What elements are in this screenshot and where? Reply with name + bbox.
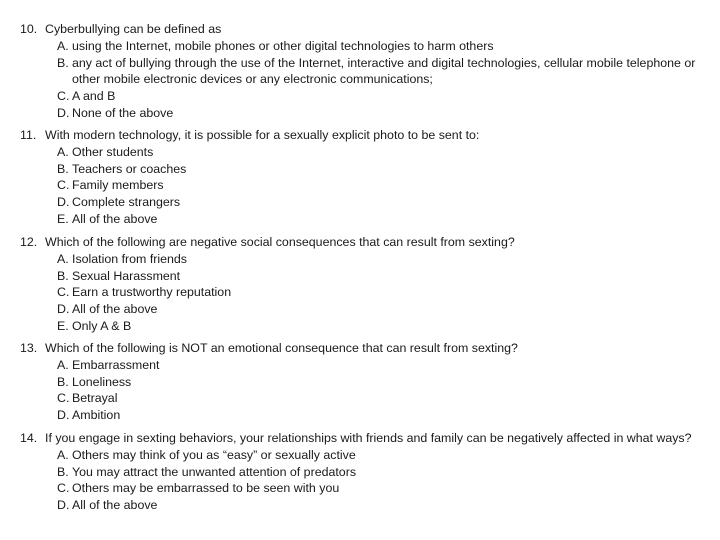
answer-option-d	[0, 105, 720, 122]
option-letter: C.	[57, 89, 70, 104]
question-text: If you engage in sexting behaviors, your relationships with friends and family can be negatively affected in what ways?	[45, 431, 692, 445]
question-14	[0, 430, 720, 514]
option-text: any act of bullying through the use of the Internet, interactive and digital technologies, cellular mobile telephone or other mobile electronic devices or any electronic communications;	[72, 55, 696, 87]
answer-option-a	[0, 144, 720, 161]
option-letter: C.	[57, 178, 70, 193]
question-stem	[0, 127, 720, 144]
option-text: All of the above	[72, 211, 158, 226]
answer-option-c	[0, 284, 720, 301]
option-letter: C.	[57, 481, 70, 496]
question-number: 11.	[20, 128, 37, 142]
option-text: Embarrassment	[72, 357, 160, 372]
answer-option-a	[0, 251, 720, 268]
option-letter: A.	[57, 251, 69, 266]
option-letter: A.	[57, 447, 69, 462]
answer-option-b	[0, 268, 720, 285]
option-letter: A.	[57, 357, 69, 372]
question-number: 12.	[20, 235, 38, 249]
option-text: Earn a trustworthy reputation	[72, 285, 232, 300]
option-text: Ambition	[72, 408, 121, 423]
answer-option-c	[0, 390, 720, 407]
option-letter: A.	[57, 38, 69, 53]
answer-option-d	[0, 194, 720, 211]
answer-option-b	[0, 55, 720, 89]
answer-option-c	[0, 480, 720, 497]
option-text: None of the above	[72, 105, 174, 120]
option-text: Others may be embarrassed to be seen with you	[72, 481, 340, 496]
answer-option-a	[0, 357, 720, 374]
option-text: You may attract the unwanted attention of predators	[72, 464, 357, 479]
option-text: using the Internet, mobile phones or other digital technologies to harm others	[72, 38, 494, 53]
option-letter: B.	[57, 268, 69, 283]
answer-option-c	[0, 177, 720, 194]
answer-option-e	[0, 211, 720, 228]
option-letter: D.	[57, 302, 70, 317]
answer-option-c	[0, 88, 720, 105]
question-text: Which of the following are negative social consequences that can result from sexting?	[45, 235, 515, 249]
option-text: Isolation from friends	[72, 251, 188, 266]
option-letter: E.	[57, 211, 69, 226]
answer-option-a	[0, 447, 720, 464]
option-text: All of the above	[72, 302, 158, 317]
question-10	[0, 21, 720, 122]
option-letter: A.	[57, 144, 69, 159]
option-letter: B.	[57, 55, 69, 70]
answer-options	[0, 144, 720, 228]
question-number: 14.	[20, 431, 38, 445]
option-letter: D.	[57, 408, 70, 423]
option-text: Loneliness	[72, 374, 132, 389]
option-letter: B.	[57, 161, 69, 176]
question-number: 10.	[20, 22, 38, 36]
option-letter: B.	[57, 464, 69, 479]
answer-option-d	[0, 301, 720, 318]
option-text: Complete strangers	[72, 195, 181, 210]
question-11	[0, 127, 720, 228]
answer-options	[0, 251, 720, 335]
answer-option-b	[0, 374, 720, 391]
option-letter: C.	[57, 285, 70, 300]
answer-option-d	[0, 407, 720, 424]
question-stem	[0, 340, 720, 357]
answer-option-a	[0, 38, 720, 55]
option-text: Other students	[72, 144, 154, 159]
option-letter: B.	[57, 374, 69, 389]
option-text: Only A & B	[72, 318, 132, 333]
answer-options	[0, 357, 720, 424]
question-text: Which of the following is NOT an emotional consequence that can result from sexting?	[45, 341, 518, 355]
option-text: Others may think of you as “easy” or sexually active	[72, 447, 356, 462]
option-letter: E.	[57, 318, 69, 333]
answer-option-b	[0, 161, 720, 178]
question-stem	[0, 234, 720, 251]
option-letter: D.	[57, 498, 70, 513]
question-stem	[0, 430, 720, 447]
question-stem	[0, 21, 720, 38]
question-number: 13.	[20, 341, 38, 355]
question-13	[0, 340, 720, 424]
question-text: Cyberbullying can be defined as	[45, 22, 222, 36]
answer-option-b	[0, 464, 720, 481]
option-text: All of the above	[72, 498, 158, 513]
answer-options	[0, 38, 720, 122]
option-text: Family members	[72, 178, 164, 193]
option-text: A and B	[72, 89, 116, 104]
answer-options	[0, 447, 720, 514]
question-12	[0, 234, 720, 335]
option-letter: D.	[57, 195, 70, 210]
answer-option-d	[0, 497, 720, 514]
option-text: Teachers or coaches	[72, 161, 187, 176]
option-text: Betrayal	[72, 391, 118, 406]
option-letter: C.	[57, 391, 70, 406]
question-text: With modern technology, it is possible for a sexually explicit photo to be sent to:	[45, 128, 480, 142]
option-text: Sexual Harassment	[72, 268, 181, 283]
option-letter: D.	[57, 105, 70, 120]
answer-option-e	[0, 318, 720, 335]
